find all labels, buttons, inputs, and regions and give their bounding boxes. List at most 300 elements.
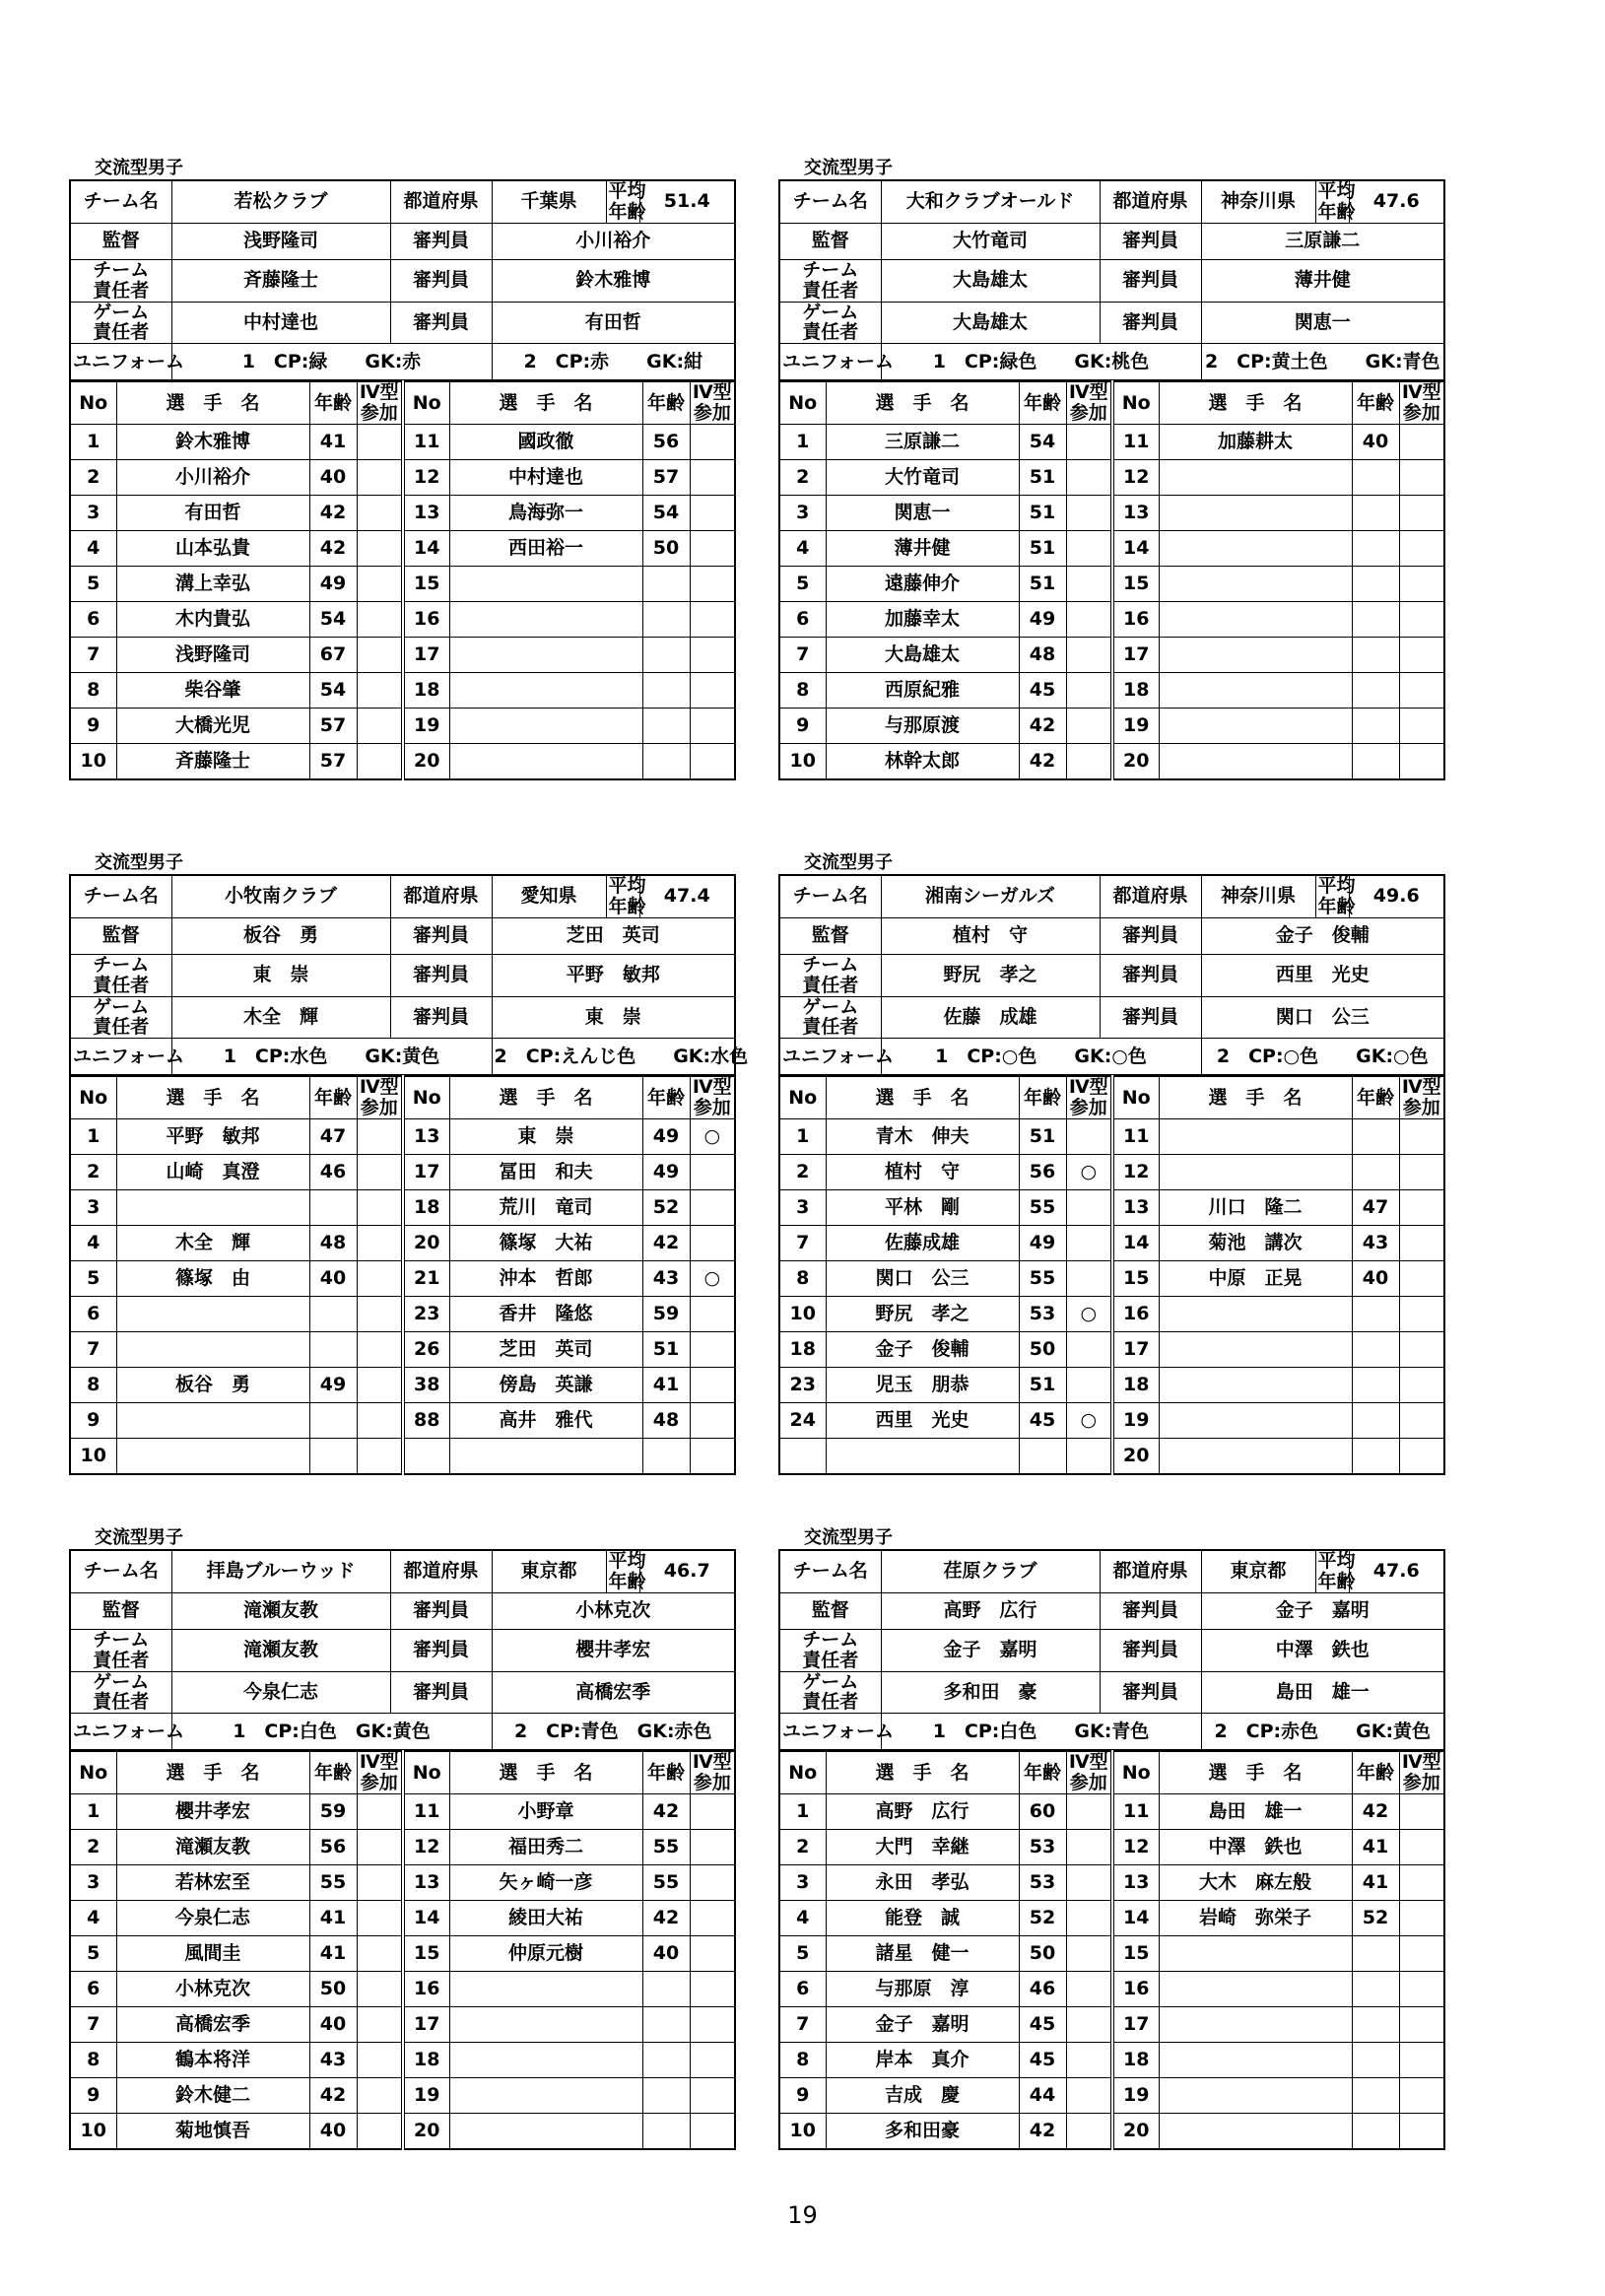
team-info-table xyxy=(69,874,749,1075)
iv-participation xyxy=(1399,638,1444,673)
player-name: 柴谷肇 xyxy=(116,673,309,709)
iv-participation xyxy=(1066,567,1112,602)
table-row xyxy=(70,1794,735,1830)
player-age: 50 xyxy=(642,531,690,567)
player-no: 38 xyxy=(403,1368,449,1403)
no-header: No xyxy=(1112,1751,1159,1793)
player-age: 42 xyxy=(309,2078,357,2114)
player-age: 56 xyxy=(1019,1155,1066,1190)
player-name: 篠塚 由 xyxy=(116,1261,309,1297)
avg-age-label: 平均 年齢 xyxy=(1315,875,1349,917)
table-row xyxy=(779,2007,1444,2043)
table-row xyxy=(70,1261,735,1297)
player-name: 岸本 真介 xyxy=(826,2043,1019,2078)
player-name xyxy=(116,1190,309,1226)
player-no: 14 xyxy=(1112,1901,1159,1936)
avg-age-label: 平均 年齢 xyxy=(1315,180,1349,223)
player-age: 52 xyxy=(1352,1901,1399,1936)
player-name xyxy=(1159,1972,1352,2007)
team-leader: 野尻 孝之 xyxy=(881,954,1100,996)
referee-label: 審判員 xyxy=(390,1629,492,1671)
player-age: 51 xyxy=(642,1332,690,1368)
player-name: 平野 敏邦 xyxy=(116,1119,309,1155)
player-name: 加藤幸太 xyxy=(826,602,1019,638)
iv-participation xyxy=(1066,1830,1112,1865)
uniform-label: ユニフォーム xyxy=(779,1714,881,1750)
referee-label: 審判員 xyxy=(1100,259,1201,302)
player-name: 鈴木雅博 xyxy=(116,425,309,460)
player-name xyxy=(1159,602,1352,638)
player-no: 9 xyxy=(779,709,826,744)
table-row xyxy=(70,1155,735,1190)
table-row xyxy=(779,1119,1444,1155)
player-name: 溝上幸弘 xyxy=(116,567,309,602)
player-age: 53 xyxy=(1019,1865,1066,1901)
no-header: No xyxy=(70,1751,116,1793)
player-name: 平林 剛 xyxy=(826,1190,1019,1226)
manager-label: 監督 xyxy=(779,223,881,259)
player-age xyxy=(1352,1439,1399,1475)
player-age xyxy=(1352,1936,1399,1972)
player-age: 43 xyxy=(1352,1226,1399,1261)
avg-age: 47.6 xyxy=(1349,180,1444,223)
player-no: 88 xyxy=(403,1403,449,1439)
player-name xyxy=(1159,496,1352,531)
player-age xyxy=(642,709,690,744)
iv-participation xyxy=(357,1155,403,1190)
player-no: 12 xyxy=(1112,1830,1159,1865)
player-no: 1 xyxy=(70,1794,116,1830)
table-row xyxy=(70,1190,735,1226)
table-row xyxy=(70,1972,735,2007)
player-name: 仲原元樹 xyxy=(449,1936,642,1972)
player-name xyxy=(1159,2007,1352,2043)
player-no: 17 xyxy=(403,1155,449,1190)
player-name: 西里 光史 xyxy=(826,1403,1019,1439)
team-info-table xyxy=(69,179,736,380)
table-row xyxy=(70,2007,735,2043)
player-age: 55 xyxy=(642,1865,690,1901)
prefecture: 愛知県 xyxy=(492,875,606,917)
iv-participation xyxy=(1399,1936,1444,1972)
table-row xyxy=(779,460,1444,496)
iv-participation xyxy=(357,2078,403,2114)
roster-table xyxy=(69,1075,736,1475)
player-age: 49 xyxy=(1019,602,1066,638)
player-name: 野尻 孝之 xyxy=(826,1297,1019,1332)
game-leader: 中村達也 xyxy=(171,302,390,344)
table-row xyxy=(779,1403,1444,1439)
player-age xyxy=(642,567,690,602)
player-age: 40 xyxy=(642,1936,690,1972)
iv-header: Ⅳ型 参加 xyxy=(357,1076,403,1118)
referee-label: 審判員 xyxy=(390,917,492,954)
referee-label: 審判員 xyxy=(1100,954,1201,996)
iv-header: Ⅳ型 参加 xyxy=(1066,1076,1112,1118)
player-no: 13 xyxy=(403,1865,449,1901)
player-name: 大木 麻左般 xyxy=(1159,1865,1352,1901)
table-row xyxy=(779,673,1444,709)
no-header: No xyxy=(779,1076,826,1118)
uniform-2: 2 CP:黄土色 GK:青色 xyxy=(1201,344,1444,380)
iv-participation xyxy=(1066,744,1112,780)
avg-age: 47.6 xyxy=(1349,1550,1444,1592)
iv-participation xyxy=(1066,1794,1112,1830)
player-no: 1 xyxy=(779,425,826,460)
player-no: 11 xyxy=(403,425,449,460)
player-age xyxy=(1352,744,1399,780)
player-no: 7 xyxy=(779,2007,826,2043)
player-name: 金子 嘉明 xyxy=(826,2007,1019,2043)
player-no: 15 xyxy=(403,567,449,602)
team-card xyxy=(778,1527,1443,2150)
player-name: 菊池 講次 xyxy=(1159,1226,1352,1261)
player-name xyxy=(1159,2114,1352,2150)
player-name xyxy=(449,1439,642,1475)
player-name: 遠藤伸介 xyxy=(826,567,1019,602)
player-name: 島田 雄一 xyxy=(1159,1794,1352,1830)
referee-2: 中澤 鉄也 xyxy=(1201,1629,1444,1671)
player-age xyxy=(642,2043,690,2078)
player-no: 18 xyxy=(779,1332,826,1368)
iv-participation xyxy=(357,1261,403,1297)
player-name-header: 選 手 名 xyxy=(116,1751,309,1793)
player-age: 52 xyxy=(1019,1901,1066,1936)
manager: 大竹竜司 xyxy=(881,223,1100,259)
player-age: 59 xyxy=(642,1297,690,1332)
player-name: 中澤 鉄也 xyxy=(1159,1830,1352,1865)
player-age: 51 xyxy=(1019,1119,1066,1155)
iv-participation xyxy=(690,460,735,496)
player-name: 大門 幸継 xyxy=(826,1830,1019,1865)
iv-participation xyxy=(1066,638,1112,673)
roster-header xyxy=(779,1076,1444,1118)
player-no: 8 xyxy=(779,673,826,709)
team-leader-label: チーム 責任者 xyxy=(70,954,171,996)
iv-participation xyxy=(690,1190,735,1226)
player-no: 14 xyxy=(403,1901,449,1936)
uniform-2: 2 CP:青色 GK:赤色 xyxy=(492,1714,735,1750)
player-no: 6 xyxy=(70,1297,116,1332)
team-card xyxy=(69,852,749,1475)
player-no xyxy=(403,1439,449,1475)
table-row xyxy=(70,1297,735,1332)
iv-participation xyxy=(1399,1830,1444,1865)
prefecture-label: 都道府県 xyxy=(390,1550,492,1592)
player-age: 55 xyxy=(1019,1261,1066,1297)
player-no: 18 xyxy=(403,673,449,709)
player-age xyxy=(1352,602,1399,638)
player-name xyxy=(449,744,642,780)
iv-participation xyxy=(690,1368,735,1403)
player-no: 23 xyxy=(403,1297,449,1332)
player-age xyxy=(1352,1119,1399,1155)
roster-table xyxy=(69,380,736,780)
page-number: 19 xyxy=(787,2201,818,2229)
player-no: 14 xyxy=(1112,1226,1159,1261)
player-name: 菊地慎吾 xyxy=(116,2114,309,2150)
team-card xyxy=(69,1527,734,2150)
iv-participation xyxy=(1066,460,1112,496)
team-leader-label: チーム 責任者 xyxy=(70,259,171,302)
roster-header xyxy=(70,1076,735,1118)
player-name: 佐藤成雄 xyxy=(826,1226,1019,1261)
player-age xyxy=(1352,1297,1399,1332)
iv-participation xyxy=(1399,1297,1444,1332)
player-no: 9 xyxy=(779,2078,826,2114)
referee-1: 小林克次 xyxy=(492,1592,735,1629)
player-no: 13 xyxy=(1112,496,1159,531)
player-age: 44 xyxy=(1019,2078,1066,2114)
player-no: 13 xyxy=(403,496,449,531)
iv-participation xyxy=(1066,1865,1112,1901)
player-age: 42 xyxy=(642,1901,690,1936)
player-name xyxy=(449,2078,642,2114)
player-no: 5 xyxy=(70,567,116,602)
iv-participation xyxy=(1066,1226,1112,1261)
player-name: 児玉 朋恭 xyxy=(826,1368,1019,1403)
iv-participation xyxy=(357,531,403,567)
player-name: 傍島 英謙 xyxy=(449,1368,642,1403)
table-row xyxy=(70,425,735,460)
player-age: 41 xyxy=(309,425,357,460)
iv-participation xyxy=(1399,1119,1444,1155)
player-name: 薄井健 xyxy=(826,531,1019,567)
player-no: 20 xyxy=(403,2114,449,2150)
player-no: 16 xyxy=(1112,1297,1159,1332)
iv-participation xyxy=(357,673,403,709)
player-name: 篠塚 大祐 xyxy=(449,1226,642,1261)
player-no: 8 xyxy=(779,2043,826,2078)
iv-participation xyxy=(1399,567,1444,602)
player-no: 19 xyxy=(1112,709,1159,744)
player-no: 19 xyxy=(1112,2078,1159,2114)
iv-participation xyxy=(357,1190,403,1226)
player-age: 52 xyxy=(642,1190,690,1226)
game-leader-label: ゲーム 責任者 xyxy=(779,1671,881,1714)
player-age: 48 xyxy=(642,1403,690,1439)
iv-participation xyxy=(1066,1332,1112,1368)
age-header: 年齢 xyxy=(1352,381,1399,424)
iv-participation xyxy=(1399,2078,1444,2114)
game-leader-label: ゲーム 責任者 xyxy=(70,996,171,1039)
player-no: 20 xyxy=(403,1226,449,1261)
iv-participation xyxy=(690,1439,735,1475)
iv-participation xyxy=(1399,2043,1444,2078)
table-row xyxy=(779,531,1444,567)
table-row xyxy=(779,1332,1444,1368)
player-no: 9 xyxy=(70,709,116,744)
player-name-header: 選 手 名 xyxy=(449,1751,642,1793)
iv-participation xyxy=(690,1972,735,2007)
player-age: 54 xyxy=(1019,425,1066,460)
team-card xyxy=(69,158,734,780)
player-name xyxy=(1159,2043,1352,2078)
player-no: 3 xyxy=(70,496,116,531)
table-row xyxy=(779,1261,1444,1297)
player-name: 木内貴弘 xyxy=(116,602,309,638)
manager-label: 監督 xyxy=(70,223,171,259)
manager: 浅野隆司 xyxy=(171,223,390,259)
player-no: 1 xyxy=(779,1794,826,1830)
player-name xyxy=(1159,531,1352,567)
referee-2: 西里 光史 xyxy=(1201,954,1444,996)
team-name: 大和クラブオールド xyxy=(881,180,1100,223)
player-name: 高橋宏季 xyxy=(116,2007,309,2043)
player-age xyxy=(1352,638,1399,673)
player-name-header: 選 手 名 xyxy=(826,381,1019,424)
table-row xyxy=(70,2078,735,2114)
iv-participation xyxy=(690,2007,735,2043)
player-name xyxy=(116,1332,309,1368)
player-no: 18 xyxy=(403,2043,449,2078)
player-age: 40 xyxy=(1352,1261,1399,1297)
iv-participation xyxy=(357,567,403,602)
player-name: 林幹太郎 xyxy=(826,744,1019,780)
player-age: 55 xyxy=(642,1830,690,1865)
player-no: 12 xyxy=(403,460,449,496)
player-no: 2 xyxy=(779,1830,826,1865)
roster-header xyxy=(70,1751,735,1793)
player-name xyxy=(1159,1439,1352,1475)
referee-2: 鈴木雅博 xyxy=(492,259,735,302)
referee-1: 小川裕介 xyxy=(492,223,735,259)
iv-participation xyxy=(1066,1261,1112,1297)
player-age xyxy=(1352,2114,1399,2150)
table-row xyxy=(779,1439,1444,1475)
age-header: 年齢 xyxy=(309,381,357,424)
player-age: 40 xyxy=(309,2007,357,2043)
player-name: 荒川 竜司 xyxy=(449,1190,642,1226)
player-no: 18 xyxy=(1112,673,1159,709)
player-no: 20 xyxy=(1112,1439,1159,1475)
uniform-1: 1 CP:緑色 GK:桃色 xyxy=(881,344,1201,380)
iv-participation xyxy=(1399,1439,1444,1475)
player-age: 48 xyxy=(309,1226,357,1261)
player-name: 植村 守 xyxy=(826,1155,1019,1190)
iv-participation xyxy=(1399,744,1444,780)
prefecture-label: 都道府県 xyxy=(1100,180,1201,223)
iv-participation xyxy=(690,425,735,460)
iv-participation xyxy=(357,1226,403,1261)
player-no xyxy=(779,1439,826,1475)
player-name xyxy=(449,2043,642,2078)
roster-table xyxy=(778,1750,1445,2150)
team-info-table xyxy=(778,1549,1445,1750)
player-name-header: 選 手 名 xyxy=(1159,1076,1352,1118)
player-age xyxy=(642,1972,690,2007)
player-name: 西田裕一 xyxy=(449,531,642,567)
player-name-header: 選 手 名 xyxy=(449,1076,642,1118)
player-name xyxy=(1159,567,1352,602)
uniform-1: 1 CP:白色 GK:黄色 xyxy=(171,1714,492,1750)
uniform-label: ユニフォーム xyxy=(70,1714,171,1750)
no-header: No xyxy=(403,1076,449,1118)
player-age xyxy=(642,744,690,780)
player-name xyxy=(1159,1332,1352,1368)
iv-participation: ○ xyxy=(690,1119,735,1155)
prefecture: 東京都 xyxy=(492,1550,606,1592)
player-name: 山崎 真澄 xyxy=(116,1155,309,1190)
referee-3: 高橋宏季 xyxy=(492,1671,735,1714)
avg-age: 51.4 xyxy=(639,180,735,223)
team-card xyxy=(778,852,1443,1475)
table-row xyxy=(70,1439,735,1475)
player-age: 57 xyxy=(642,460,690,496)
player-name: 高野 広行 xyxy=(826,1794,1019,1830)
player-name xyxy=(1159,744,1352,780)
player-age xyxy=(1352,567,1399,602)
player-no: 1 xyxy=(70,425,116,460)
player-no: 17 xyxy=(403,638,449,673)
age-header: 年齢 xyxy=(1352,1076,1399,1118)
player-age: 42 xyxy=(1352,1794,1399,1830)
iv-participation xyxy=(357,2007,403,2043)
iv-participation xyxy=(1066,602,1112,638)
player-no: 10 xyxy=(779,2114,826,2150)
player-age: 45 xyxy=(1019,2043,1066,2078)
player-age xyxy=(1352,2043,1399,2078)
player-age: 47 xyxy=(1352,1190,1399,1226)
player-name: 諸星 健一 xyxy=(826,1936,1019,1972)
player-name xyxy=(1159,709,1352,744)
iv-participation xyxy=(357,1297,403,1332)
table-row xyxy=(70,1368,735,1403)
player-age: 56 xyxy=(642,425,690,460)
player-age: 51 xyxy=(1019,567,1066,602)
player-age xyxy=(1352,496,1399,531)
manager-label: 監督 xyxy=(779,1592,881,1629)
referee-1: 芝田 英司 xyxy=(492,917,735,954)
player-no: 8 xyxy=(70,673,116,709)
table-row xyxy=(779,1297,1444,1332)
player-name: 能登 誠 xyxy=(826,1901,1019,1936)
player-no: 5 xyxy=(70,1936,116,1972)
iv-participation xyxy=(690,709,735,744)
player-name: 風間圭 xyxy=(116,1936,309,1972)
iv-participation xyxy=(1066,1972,1112,2007)
player-name: 芝田 英司 xyxy=(449,1332,642,1368)
iv-participation xyxy=(1066,1439,1112,1475)
iv-participation xyxy=(357,638,403,673)
player-age: 47 xyxy=(309,1119,357,1155)
player-age xyxy=(1352,2007,1399,2043)
iv-participation xyxy=(1399,1865,1444,1901)
iv-participation xyxy=(1399,460,1444,496)
player-name: 与那原 淳 xyxy=(826,1972,1019,2007)
iv-participation xyxy=(1066,2043,1112,2078)
table-row xyxy=(779,496,1444,531)
player-age: 67 xyxy=(309,638,357,673)
player-age: 50 xyxy=(1019,1936,1066,1972)
player-age: 54 xyxy=(309,602,357,638)
player-age xyxy=(642,602,690,638)
player-age: 46 xyxy=(309,1155,357,1190)
player-no: 3 xyxy=(779,1865,826,1901)
age-header: 年齢 xyxy=(309,1076,357,1118)
player-no: 14 xyxy=(403,531,449,567)
table-row xyxy=(779,744,1444,780)
iv-participation xyxy=(357,1332,403,1368)
player-no: 11 xyxy=(1112,425,1159,460)
uniform-label: ユニフォーム xyxy=(70,1039,171,1075)
player-age: 57 xyxy=(309,744,357,780)
iv-header: Ⅳ型 参加 xyxy=(357,1751,403,1793)
prefecture: 千葉県 xyxy=(492,180,606,223)
player-name xyxy=(449,709,642,744)
player-name xyxy=(1159,1155,1352,1190)
table-row xyxy=(70,1901,735,1936)
